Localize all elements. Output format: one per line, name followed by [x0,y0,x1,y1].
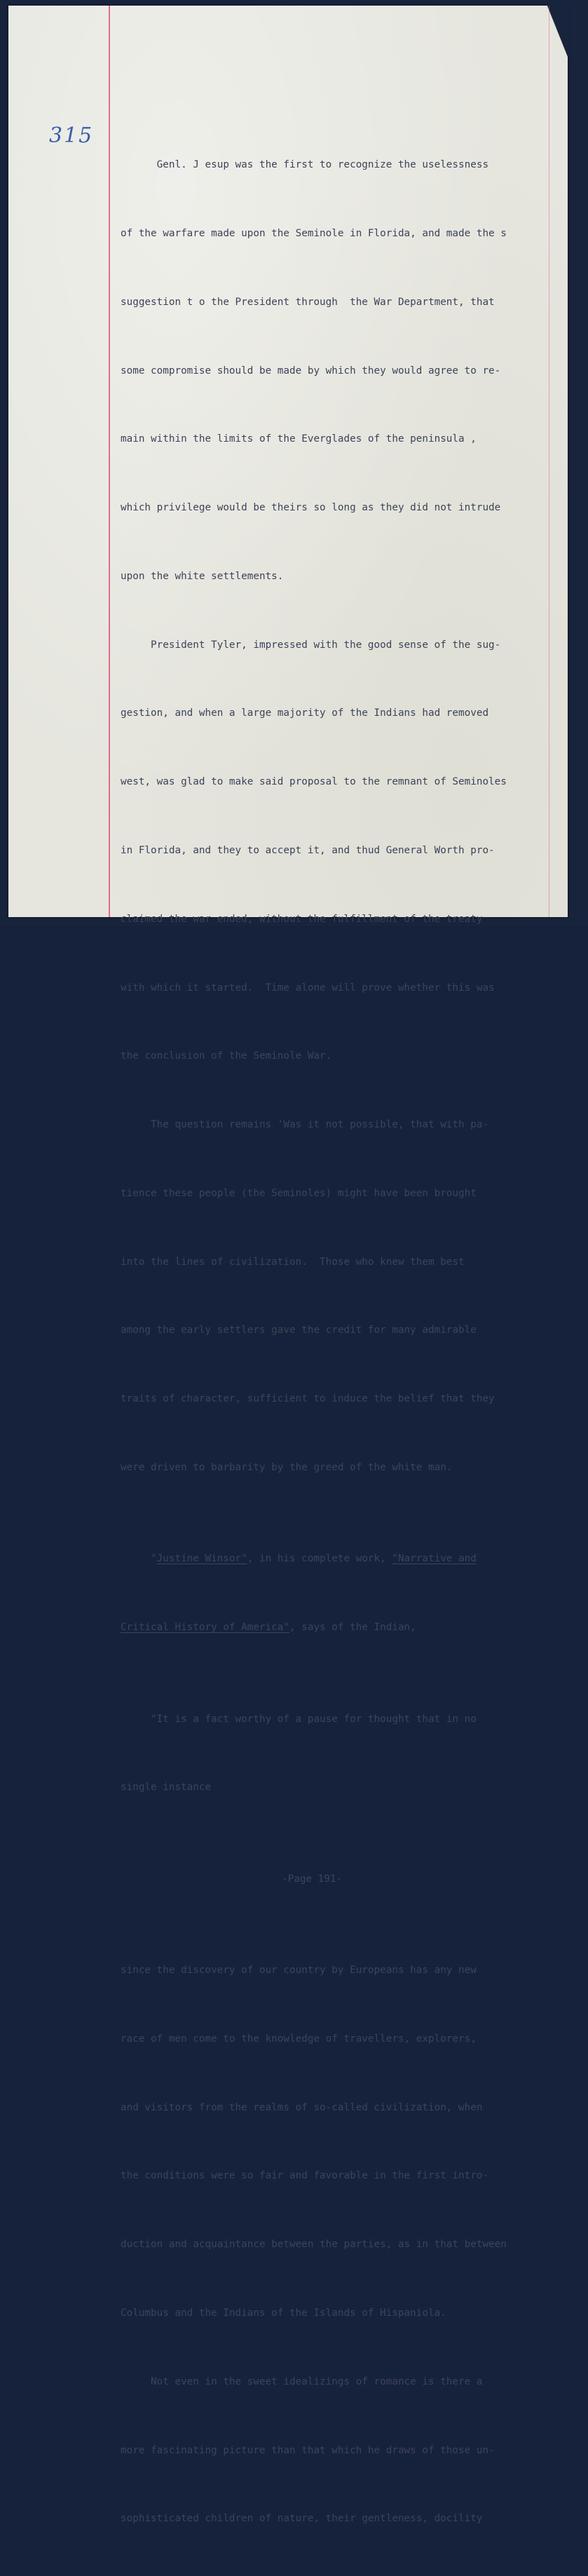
text-line: President Tyler, impressed with the good sense of the sug- [121,639,501,651]
page-marker: -Page 191- [282,1873,343,1885]
citation-suffix: , says of the Indian, [289,1622,416,1634]
typescript-page [8,6,568,2525]
text-line: were driven to barbarity by the greed of the white man. [121,1462,453,1474]
text-line: upon the white settlements. [121,570,284,582]
text-line: west, was glad to make said proposal to the remnant of Seminoles [121,776,507,788]
text-line: which privilege would be theirs so long as they did not intrude [121,502,501,514]
text-line: and visitors from the realms of so-called civilization, when [121,2101,483,2113]
handwritten-folio-number: 315 [49,123,94,148]
text-line: since the discovery of our country by Europeans has any new [121,1965,477,1977]
cited-title-part1: "Narrative and [392,1553,477,1565]
citation-middle: , in his complete work, [247,1553,392,1565]
text-line: single instance [121,1782,212,1794]
text-line: duction and acquaintance between the parties, as in that between [121,2239,507,2251]
citation-line-1 [121,1547,575,1571]
text-line: The question remains 'Was it not possible, that with pa- [121,1119,489,1131]
text-line: the conclusion of the Seminole War. [121,1050,332,1062]
text-line: tience these people (the Seminoles) might have been brought [121,1187,477,1199]
citation-line-2 [121,1616,575,1639]
text-line: race of men come to the knowledge of travellers, explorers, [121,2033,477,2045]
text-line: suggestion t o the President through the War Department, that [121,296,495,308]
text-line: more fascinating picture than that which he draws of those un- [121,2444,495,2456]
text-line: "It is a fact worthy of a pause for thought that in no [121,1713,477,1725]
text-line: of the warfare made upon the Seminole in Florida, and made the s [121,227,507,239]
text-line: main within the limits of the Everglades of the peninsula , [121,433,477,445]
text-line: some compromise should be made by which they would agree to re- [121,365,501,377]
cited-title-part2: Critical History of America" [121,1622,290,1634]
typed-text-body [121,108,575,2576]
text-line: claimed the war ended, without the fulfillment of the treaty [121,913,483,925]
folded-corner [547,4,569,60]
text-line: sophisticated children of nature, their gentleness, docility [121,2513,483,2525]
red-margin-rule [109,6,110,917]
text-line: with which it started. Time alone will prove whether this was [121,982,495,994]
citation-prefix: " [121,1553,157,1565]
text-line: Columbus and the Indians of the Islands of Hispaniola. [121,2307,446,2319]
cited-author: Justine Winsor" [156,1553,247,1565]
text-line: in Florida, and they to accept it, and thud General Worth pro- [121,845,495,856]
text-line: among the early settlers gave the credit for many admirable [121,1324,477,1336]
text-line: Not even in the sweet idealizings of romance is there a [121,2375,483,2387]
text-line: Genl. J esup was the first to recognize the uselessness [121,159,489,171]
text-line: the conditions were so fair and favorable in the first intro- [121,2170,489,2182]
text-line: into the lines of civilization. Those who knew them best [121,1256,465,1268]
text-line: gestion, and when a large majority of the Indians had removed [121,707,489,719]
text-line: traits of character, sufficient to induce the belief that they [121,1393,495,1405]
